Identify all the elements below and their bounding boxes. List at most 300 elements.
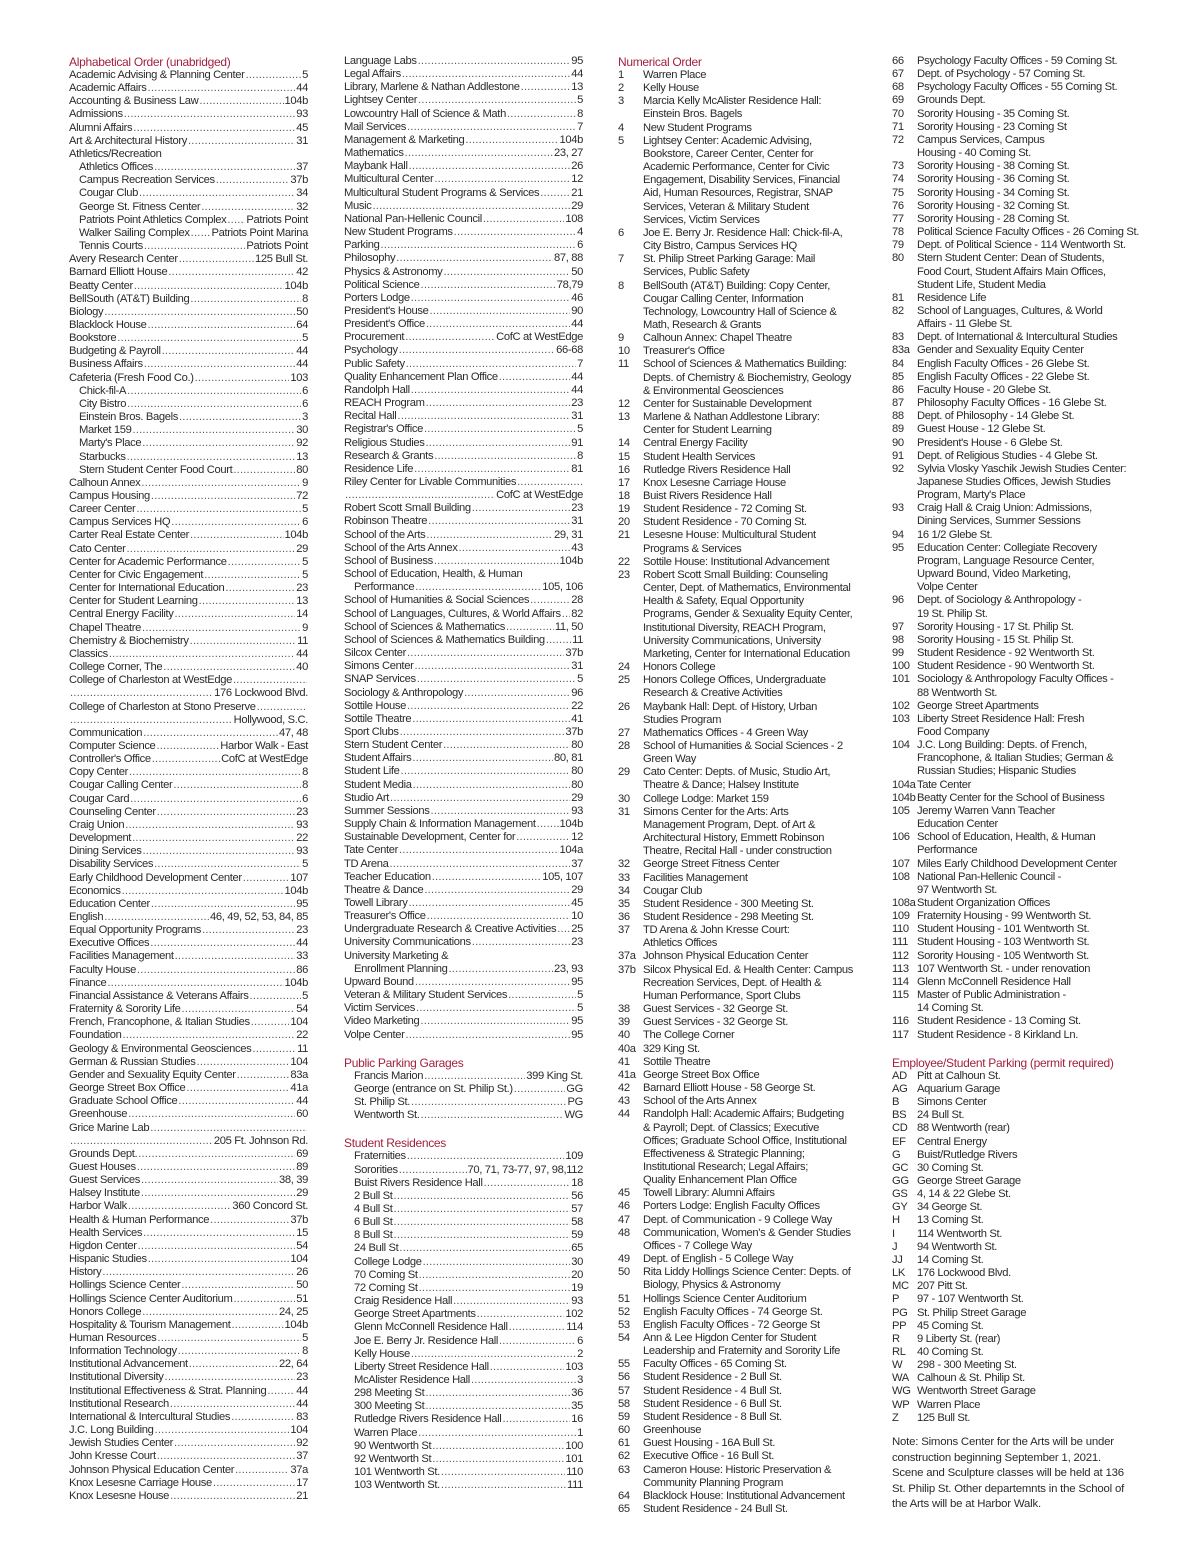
description-line: School of the Arts Annex <box>643 1095 757 1108</box>
description-line: College Lodge: Market 159 <box>643 792 769 805</box>
entry-location: 80 <box>571 765 583 778</box>
lot-code: RL <box>892 1346 906 1358</box>
entry-location: 104a <box>559 844 583 857</box>
building-description <box>917 239 1142 252</box>
entry-label: Alumni Affairs <box>69 121 133 134</box>
entry-label: Fraternity & Sorority Life <box>69 1003 181 1016</box>
index-entry <box>69 1398 308 1411</box>
building-entry <box>618 1108 880 1187</box>
index-entry <box>69 990 308 1003</box>
dot-leader <box>142 845 295 858</box>
entry-location: 20 <box>571 1268 583 1281</box>
description-line: Dining Services, Summer Sessions <box>917 515 1081 528</box>
building-entry <box>892 936 1142 949</box>
building-entry <box>618 1503 880 1516</box>
dot-leader <box>407 121 576 134</box>
entry-label: School of Humanities & Social Sciences <box>344 594 530 607</box>
building-number: 111 <box>892 936 908 949</box>
building-number: 53 <box>618 1318 630 1331</box>
dot-leader <box>195 372 290 385</box>
lot-code: G <box>892 1148 901 1161</box>
index-entry <box>69 69 308 82</box>
building-number: 80 <box>892 252 904 265</box>
building-description <box>917 950 1142 963</box>
description-line: Towell Library: Alumni Affairs <box>643 1187 775 1200</box>
entry-label: Knox Lesesne Carriage House <box>69 1476 212 1489</box>
lot-code: MC <box>892 1280 909 1293</box>
entry-label: Carter Real Estate Center <box>69 529 189 542</box>
index-entry <box>69 766 308 779</box>
index-entry <box>69 372 308 385</box>
entry-label: School of Languages, Cultures, & World Affairs <box>344 607 561 620</box>
index-entry <box>344 713 583 726</box>
building-entry <box>618 701 880 727</box>
building-entry <box>892 976 1142 989</box>
entry-location: 95 <box>571 975 583 988</box>
entry-location: 6 <box>302 516 308 529</box>
entry-label: Institutional Advancement <box>69 1358 188 1371</box>
description-line: Academic Performance, Center for Civic <box>643 161 830 174</box>
entry-label: Physics & Astronomy <box>344 265 443 278</box>
entry-label: Graduate School Office <box>69 1095 178 1108</box>
entry-label: French, Francophone, & Italian Studies <box>69 1016 250 1029</box>
building-entry <box>892 700 1142 713</box>
building-entry <box>618 1056 880 1069</box>
entry-label: Sottile Theatre <box>344 712 412 725</box>
dot-leader <box>426 437 571 450</box>
building-number: 6 <box>618 226 624 239</box>
dot-leader <box>190 293 301 306</box>
entry-label: Campus Recreation Services <box>79 174 215 187</box>
entry-label: Veteran & Military Student Services <box>344 989 508 1002</box>
description-line: Marketing, Center for International Education <box>643 647 850 660</box>
dot-leader <box>424 884 570 897</box>
building-description <box>917 700 1142 713</box>
entry-location: 34 <box>296 187 308 200</box>
index-entry <box>69 253 308 266</box>
index-entry <box>69 1266 308 1279</box>
building-number: 41 <box>618 1055 630 1068</box>
index-entry <box>69 437 308 450</box>
entry-label: Cougar Card <box>69 792 130 805</box>
building-number: 104a <box>892 778 916 791</box>
entry-location: Hollywood, S.C. <box>233 713 308 726</box>
building-number: 28 <box>618 739 630 752</box>
building-entry <box>892 463 1142 502</box>
entry-label: Patriots Point Athletics Complex <box>79 213 227 226</box>
index-entry <box>69 201 308 214</box>
description-line: Tate Center <box>917 778 971 791</box>
entry-label: 70 Coming St <box>354 1268 418 1281</box>
entry-location: 6 <box>577 239 583 252</box>
lot-code: EF <box>892 1135 906 1148</box>
lot-code: B <box>892 1096 900 1109</box>
entry-label: Harbor Walk <box>69 1200 127 1213</box>
description-line: Buist Rivers Residence Hall <box>643 490 772 502</box>
entry-location: 104b <box>559 818 583 831</box>
lot-location: 45 Coming St. <box>917 1319 984 1332</box>
description-line: Dept. of Psychology - 57 Coming St. <box>917 68 1086 81</box>
building-number: 40 <box>618 1029 630 1042</box>
description-line: Community Planning Program <box>643 1476 784 1489</box>
dot-leader <box>147 319 295 332</box>
entry-location: 91 <box>571 436 583 449</box>
entry-location: 30 <box>296 424 308 437</box>
lot-code: PG <box>892 1306 908 1319</box>
building-description <box>643 332 880 345</box>
entry-location: 44 <box>296 1397 308 1410</box>
description-line: Facilities Management <box>643 871 748 884</box>
dot-leader <box>509 1321 566 1334</box>
dot-leader <box>411 384 571 397</box>
building-number: 85 <box>892 370 904 383</box>
dot-leader <box>411 1348 576 1361</box>
dot-leader <box>537 818 559 831</box>
index-entry-heading: School of Education, Health, & Human <box>344 568 523 581</box>
index-entry <box>344 529 583 542</box>
dot-leader <box>407 1150 565 1163</box>
dot-leader <box>443 739 570 752</box>
description-line: Institutional Diversity, REACH Program, <box>643 621 826 634</box>
description-line: Sociology & Anthropology Faculty Offices - <box>917 673 1114 686</box>
building-description <box>917 910 1142 923</box>
parking-lot-entry <box>892 1346 1142 1359</box>
index-entry <box>69 1490 308 1503</box>
building-entry <box>618 1003 880 1016</box>
description-line: Rita Liddy Hollings Science Center: Depts. of <box>643 1266 851 1279</box>
description-line: Calhoun Annex: Chapel Theatre <box>643 332 792 345</box>
index-entry <box>344 660 583 673</box>
index-entry <box>344 687 583 700</box>
description-line: Athletics Offices <box>643 937 718 950</box>
building-description <box>917 529 1142 542</box>
entry-location: 104b <box>284 529 308 542</box>
dot-leader <box>173 779 301 792</box>
entry-label: Hospitality & Tourism Management <box>69 1318 231 1331</box>
building-number: 65 <box>618 1503 630 1516</box>
entry-location: 5 <box>302 1332 308 1344</box>
dot-leader <box>132 424 295 437</box>
dot-leader <box>237 1069 290 1082</box>
building-entry <box>618 82 880 95</box>
index-entry <box>344 1413 583 1426</box>
description-line: Center for Student Learning <box>643 424 772 437</box>
description-line: Food Company <box>917 725 990 738</box>
building-description <box>643 358 880 397</box>
entry-label: School of Sciences & Mathematics Building <box>344 633 545 646</box>
entry-location: 23 <box>296 805 308 818</box>
entry-location: 44 <box>571 383 583 396</box>
description-line: President's House - 6 Glebe St. <box>917 436 1063 449</box>
entry-label: Facilities Management <box>69 950 174 963</box>
description-line: Green Way <box>643 753 697 766</box>
entry-location: 22 <box>296 1029 308 1042</box>
index-entry <box>344 160 583 173</box>
index-entry <box>69 1214 308 1227</box>
entry-label: Fraternities <box>354 1150 406 1163</box>
building-number: 115 <box>892 989 909 1002</box>
dot-leader <box>210 1214 289 1227</box>
dot-leader <box>424 1070 525 1083</box>
description-line: Randolph Hall: Academic Affairs; Budgeting <box>643 1108 844 1121</box>
description-line: Political Science Faculty Offices - 26 Coming St. <box>917 226 1140 239</box>
building-description <box>643 1464 880 1490</box>
building-number: 37a <box>618 950 636 963</box>
entry-location: 5 <box>302 503 308 516</box>
index-entry <box>344 1361 583 1374</box>
description-line: Management Program, Dept. of Art & <box>643 818 816 831</box>
building-entry <box>892 871 1142 897</box>
lot-location: 30 Coming St. <box>917 1161 984 1174</box>
building-description <box>643 1319 880 1332</box>
building-number: 104b <box>892 791 916 804</box>
entry-location: 5 <box>302 332 308 345</box>
section-heading-alphabetical: Alphabetical Order (unabridged) <box>69 55 231 69</box>
dot-leader <box>484 1177 571 1190</box>
description-line: School of Education, Health, & Human <box>917 831 1096 844</box>
description-line: Ann & Lee Higdon Center for Student <box>643 1332 817 1344</box>
entry-location: 12 <box>571 173 583 186</box>
index-entry <box>344 581 583 594</box>
employee-parking-list <box>892 1070 1142 1425</box>
parking-lot-entry <box>892 1149 1142 1162</box>
entry-label: Kelly House <box>354 1347 410 1360</box>
entry-label: Grounds Dept. <box>69 1147 138 1160</box>
entry-label: Hollings Science Center <box>69 1279 181 1292</box>
index-entry <box>344 476 583 489</box>
building-description <box>643 1069 880 1082</box>
entry-label: Blacklock House <box>69 318 147 331</box>
description-line: TD Arena & John Kresse Court: <box>643 924 790 937</box>
index-entry <box>344 384 583 397</box>
entry-label: Admissions <box>69 108 123 121</box>
building-entry <box>618 1187 880 1200</box>
index-entry <box>69 845 308 858</box>
description-line: Lesesne House: Multicultural Student <box>643 529 816 542</box>
building-number: 54 <box>618 1332 630 1344</box>
entry-location: 83a <box>290 1068 308 1081</box>
building-description <box>643 1108 880 1187</box>
building-entry <box>618 766 880 792</box>
index-entry <box>69 1332 308 1345</box>
entry-label: Career Center <box>69 503 136 516</box>
building-number: 20 <box>618 516 630 529</box>
entry-label: National Pan-Hellenic Council <box>344 212 482 225</box>
entry-label: 24 Bull St <box>354 1242 399 1255</box>
entry-label: Legal Affairs <box>344 68 401 81</box>
index-entry <box>69 293 308 306</box>
building-entry <box>892 121 1142 134</box>
description-line: Robert Scott Small Building: Counseling <box>643 568 828 581</box>
dot-leader <box>412 713 570 726</box>
entry-label: Simons Center <box>344 660 414 673</box>
building-number: 12 <box>618 397 630 410</box>
parking-lot-entry <box>892 1267 1142 1280</box>
description-line: St. Philip Street Parking Garage: Mail <box>643 253 815 266</box>
entry-location: 26 <box>296 1266 308 1279</box>
building-number: 101 <box>892 673 910 686</box>
dot-leader <box>156 740 219 753</box>
building-number: 18 <box>618 490 630 502</box>
entry-location: 59 <box>571 1229 583 1242</box>
description-line: Liberty Street Residence Hall: Fresh <box>917 712 1085 725</box>
description-line: Student Residence - 300 Meeting St. <box>643 897 814 910</box>
building-number: 43 <box>618 1095 630 1108</box>
dot-leader <box>399 1164 467 1177</box>
entry-location: 5 <box>577 673 583 686</box>
building-entry <box>892 108 1142 121</box>
index-entry <box>69 806 308 819</box>
building-entry <box>892 81 1142 94</box>
entry-label: Mail Services <box>344 120 406 133</box>
index-entry <box>69 187 308 200</box>
building-description <box>643 477 880 490</box>
entry-label: Budgeting & Payroll <box>69 345 161 358</box>
building-entry <box>892 423 1142 436</box>
index-entry <box>344 1150 583 1163</box>
entry-label: Rutledge Rivers Residence Hall <box>354 1413 502 1426</box>
building-description <box>917 936 1142 949</box>
dot-leader <box>394 1203 571 1216</box>
numerical-column-1 <box>618 55 880 1516</box>
dot-leader <box>70 1135 213 1148</box>
building-number: 81 <box>892 291 904 304</box>
building-description <box>917 450 1142 463</box>
building-entry <box>618 1332 880 1358</box>
entry-label: Finance <box>69 976 107 989</box>
building-number: 35 <box>618 897 630 910</box>
entry-location: 399 King St. <box>526 1069 583 1082</box>
entry-label: Theatre & Dance <box>344 883 424 896</box>
dot-leader <box>246 69 302 82</box>
description-line: Rutledge Rivers Residence Hall <box>643 463 791 476</box>
entry-label: Performance <box>354 581 415 594</box>
index-entry <box>69 424 308 437</box>
lot-location: Buist/Rutledge Rivers <box>917 1148 1018 1161</box>
entry-label: German & Russian Studies <box>69 1055 196 1068</box>
building-entry <box>618 1319 880 1332</box>
index-entry <box>69 1477 308 1490</box>
entry-label: 298 Meeting St <box>354 1387 425 1400</box>
entry-label: 90 Wentworth St <box>354 1439 432 1452</box>
index-entry <box>344 200 583 213</box>
index-entry <box>69 1385 308 1398</box>
dot-leader <box>142 622 301 635</box>
description-line: Student Housing - 101 Wentworth St. <box>917 923 1090 936</box>
building-description <box>643 766 880 792</box>
dot-leader <box>546 634 571 647</box>
entry-location: 23, 27 <box>553 147 583 160</box>
index-entry <box>344 555 583 568</box>
building-description <box>917 371 1142 384</box>
entry-label: Chapel Theatre <box>69 621 142 634</box>
building-number: 104 <box>892 739 910 752</box>
dot-leader <box>197 1056 290 1069</box>
entry-location: 50 <box>296 1279 308 1292</box>
building-number: 60 <box>618 1424 630 1437</box>
building-number: 9 <box>618 332 624 345</box>
index-entry <box>344 331 583 344</box>
entry-label: Student Life <box>344 765 400 778</box>
building-entry <box>892 779 1142 792</box>
description-line: New Student Programs <box>643 121 752 134</box>
building-description <box>643 1411 880 1424</box>
dot-leader <box>459 542 571 555</box>
entry-location: 104b <box>559 554 583 567</box>
building-entry <box>618 411 880 437</box>
building-entry <box>618 1082 880 1095</box>
entry-label: Public Safety <box>344 357 405 370</box>
index-entry <box>69 306 308 319</box>
lot-location: Aquarium Garage <box>917 1082 1001 1095</box>
entry-label: Halsey Institute <box>69 1187 140 1200</box>
entry-location: 96 <box>571 686 583 699</box>
building-entry <box>892 292 1142 305</box>
index-entry <box>69 569 308 582</box>
building-number: 41a <box>618 1068 636 1081</box>
description-line: Education Center <box>917 818 998 831</box>
index-entry <box>344 1203 583 1216</box>
entry-label: Calhoun Annex <box>69 476 141 489</box>
entry-label: Religious Studies <box>344 436 425 449</box>
description-line: Russian Studies; Hispanic Studies <box>917 765 1076 778</box>
dot-leader <box>141 477 301 490</box>
entry-label: Treasurer's Office <box>344 910 426 923</box>
entry-location: 78,79 <box>556 278 583 291</box>
dot-leader <box>133 122 295 135</box>
entry-label: Cougar Club <box>79 187 138 200</box>
building-description <box>643 898 880 911</box>
entry-location: 205 Ft. Johnson Rd. <box>213 1134 308 1147</box>
entry-label: Johnson Physical Education Center <box>69 1463 235 1476</box>
index-entry <box>69 1200 308 1213</box>
index-entry <box>344 81 583 94</box>
entry-location: 69 <box>296 1147 308 1160</box>
building-description <box>643 924 880 950</box>
building-entry <box>618 135 880 227</box>
building-description <box>643 490 880 503</box>
index-entry <box>69 516 308 529</box>
entry-label: Stern Student Center Food Court <box>79 463 233 476</box>
building-number: 22 <box>618 555 630 568</box>
dot-leader <box>405 331 495 344</box>
lot-code: R <box>892 1332 900 1345</box>
building-number: 1 <box>618 69 624 81</box>
index-entry <box>344 910 583 923</box>
lot-code: W <box>892 1359 903 1372</box>
entry-label: President's Office <box>344 318 425 331</box>
building-entry <box>618 227 880 253</box>
parking-lot-entry <box>892 1162 1142 1175</box>
entry-location: 95 <box>571 1015 583 1028</box>
index-entry <box>69 214 308 227</box>
building-number: 68 <box>892 81 904 94</box>
entry-label: Campus Services HQ <box>69 516 171 529</box>
construction-note: Note: Simons Center for the Arts will be under construction beginning September 1, 2021. Scene and Sculpture classes will be held at 136 St. Philip St. Other departemnts in the School of the Arts will be at Harbor Walk. <box>892 1435 1125 1511</box>
building-entry <box>892 450 1142 463</box>
building-description <box>917 502 1142 528</box>
building-number: 83a <box>892 344 910 357</box>
parking-lot-entry <box>892 1307 1142 1320</box>
building-entry <box>618 1293 880 1306</box>
entry-label: Supply Chain & Information Management <box>344 818 536 831</box>
building-number: 74 <box>892 173 904 186</box>
entry-label: Academic Affairs <box>69 82 147 95</box>
building-description <box>917 55 1142 68</box>
entry-label: 101 Wentworth St. <box>354 1466 440 1479</box>
entry-label: New Student Programs <box>344 226 453 239</box>
building-description <box>643 661 880 674</box>
